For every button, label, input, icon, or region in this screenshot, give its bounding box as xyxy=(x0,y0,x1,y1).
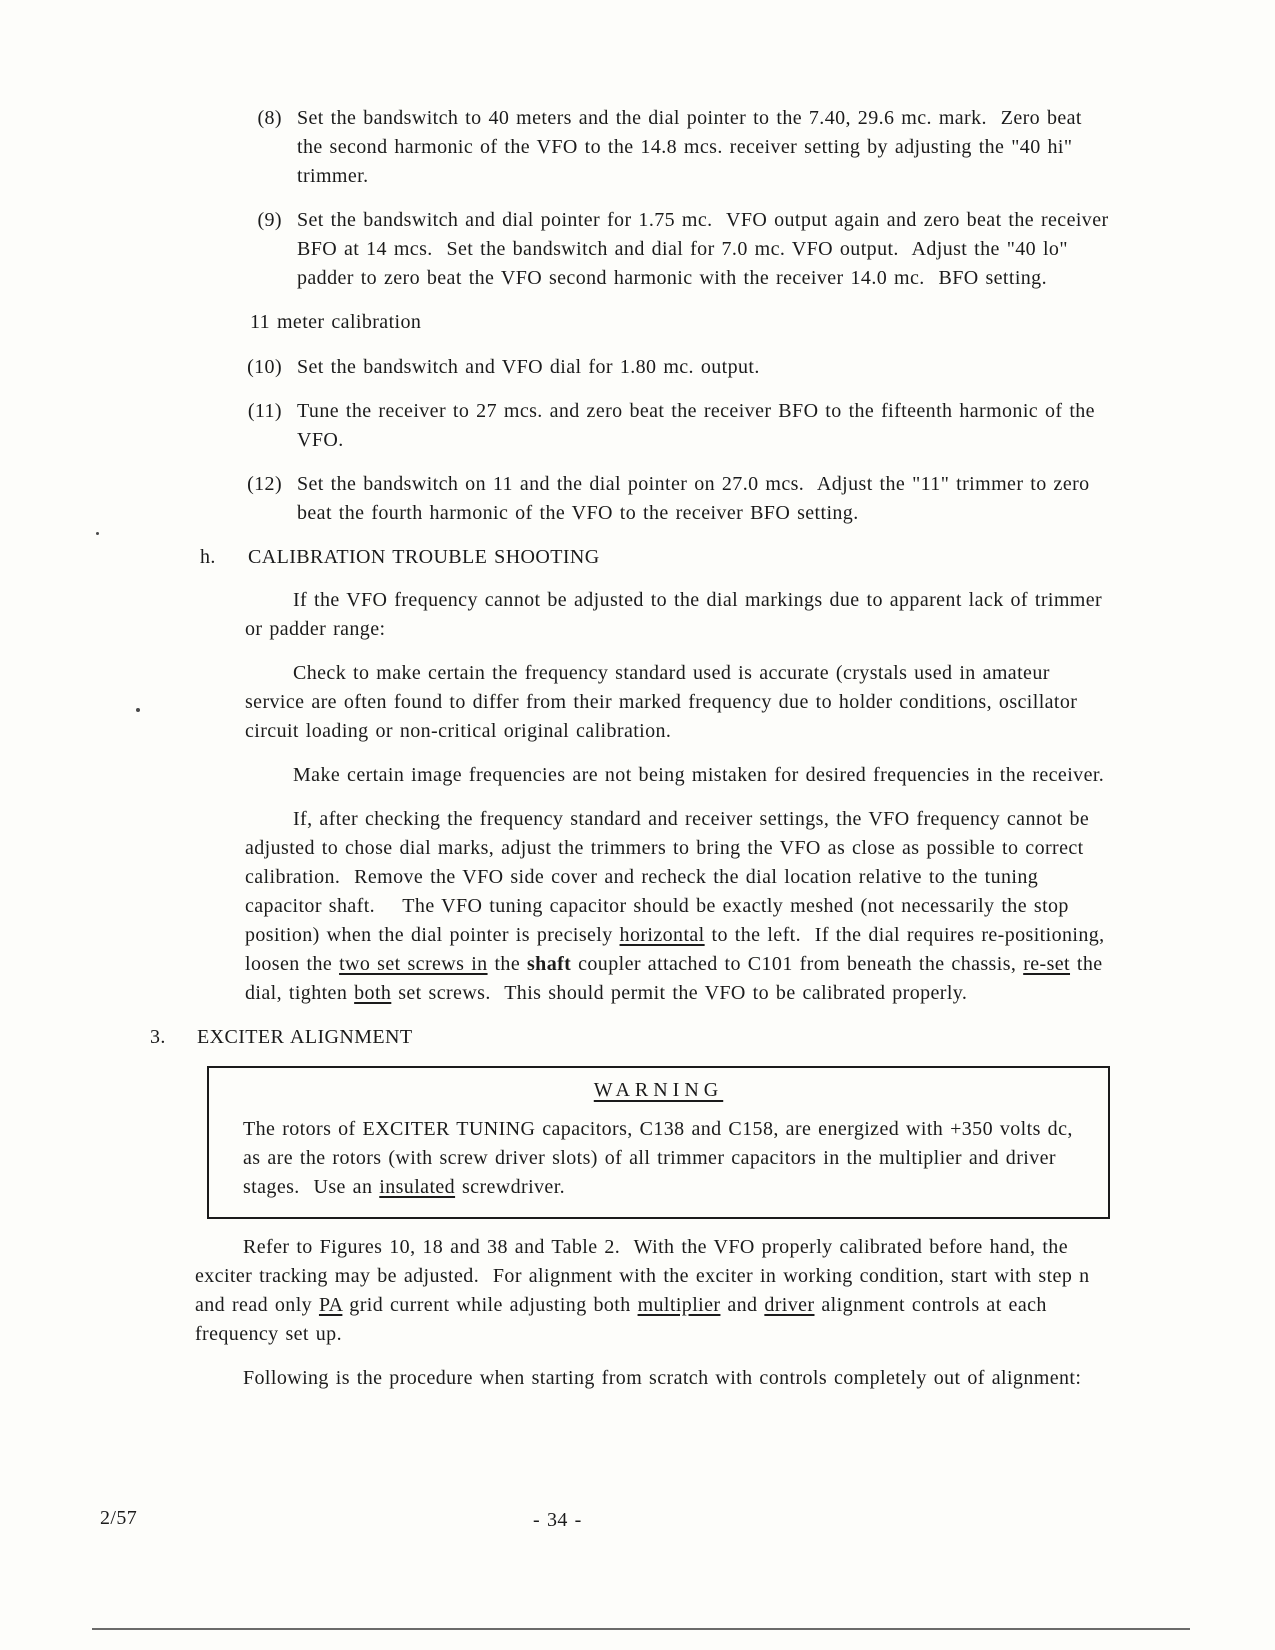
list-item-12 xyxy=(232,470,1275,528)
footer-issue-date: 2/57 xyxy=(100,1507,138,1529)
section-title: CALIBRATION TROUBLE SHOOTING xyxy=(248,546,600,568)
section-label: h. xyxy=(200,546,216,568)
section-label: 3. xyxy=(150,1026,166,1048)
step-text: Tune the receiver to 27 mcs. and zero beat the receiver BFO to the fifteenth harmonic of the VFO. xyxy=(297,400,1102,451)
paragraph-trouble-2: Check to make certain the frequency standard used is accurate (crystals used in amateur service are often found to differ from their marked frequency due to holder conditions, oscillator circuit loading or non-critical original calibration. xyxy=(245,662,1085,742)
warning-title-text: WARNING xyxy=(593,1079,724,1101)
section-title: EXCITER ALIGNMENT xyxy=(197,1026,413,1048)
paragraph-exciter-1: Refer to Figures 10, 18 and 38 and Table 2. With the VFO properly calibrated before hand, the exciter tracking may be adjusted. For alignment with the exciter in working condition, start with step n and read only PA grid current while adjusting both multiplier and driver alignment controls at each frequency set up. xyxy=(195,1236,1097,1345)
page-bottom-edge-line xyxy=(92,1628,1190,1630)
subheading-11-meter-calibration: 11 meter calibration xyxy=(250,311,422,333)
warning-body: The rotors of EXCITER TUNING capacitors, C138 and C158, are energized with +350 volts dc, as are the rotors (with screw driver slots) of all trimmer capacitors in the multiplier and driver stages. Use an insulated screwdriver. xyxy=(243,1118,1080,1198)
warning-title xyxy=(243,1076,1074,1105)
paragraph-trouble-3: Make certain image frequencies are not being mistaken for desired frequencies in the receiver. xyxy=(293,764,1105,786)
list-item-11 xyxy=(232,397,1275,455)
step-number: (11) xyxy=(247,400,282,422)
step-number: (12) xyxy=(247,473,282,495)
paragraph-trouble-1: If the VFO frequency cannot be adjusted to the dial markings due to apparent lack of trimmer or padder range: xyxy=(245,589,1109,640)
scan-speck xyxy=(96,532,99,535)
step-text: Set the bandswitch to 40 meters and the dial pointer to the 7.40, 29.6 mc. mark. Zero beat the second harmonic of the VFO to the 14.8 mcs. receiver setting by adjusting the "40 hi" trimmer. xyxy=(297,107,1089,187)
section-heading-h xyxy=(200,543,1275,572)
step-number: (8) xyxy=(257,107,282,129)
step-text: Set the bandswitch on 11 and the dial pointer on 27.0 mcs. Adjust the "11" trimmer to zero beat the fourth harmonic of the VFO to the receiver BFO setting. xyxy=(297,473,1097,524)
section-heading-3 xyxy=(150,1023,1275,1052)
warning-box xyxy=(207,1066,1110,1219)
scan-speck xyxy=(136,708,140,712)
step-number: (10) xyxy=(247,356,282,378)
step-text: Set the bandswitch and VFO dial for 1.80 mc. output. xyxy=(297,356,760,378)
step-text: Set the bandswitch and dial pointer for 1.75 mc. VFO output again and zero beat the receiver BFO at 14 mcs. Set the bandswitch and dial for 7.0 mc. VFO output. Adjust the "40 lo" padder to zero beat the VFO second harmonic with the receiver 14.0 mc. BFO setting. xyxy=(297,209,1116,289)
paragraph-trouble-4: If, after checking the frequency standard and receiver settings, the VFO frequency cannot be adjusted to chose dial marks, adjust the trimmers to bring the VFO as close as possible to correct calibration. Remove the VFO side cover and recheck the dial location relative to the tuning capacitor shaft. The VFO tuning capacitor should be exactly meshed (not necessarily the stop position) when the dial pointer is precisely horizontal to the left. If the dial requires re-positioning, loosen the two set screws in the shaft coupler attached to C101 from beneath the chassis, re-set the dial, tighten both set screws. This should permit the VFO to be calibrated properly. xyxy=(245,808,1112,1004)
step-number: (9) xyxy=(257,209,282,231)
paragraph-exciter-2: Following is the procedure when starting from scratch with controls completely out of alignment: xyxy=(243,1367,1082,1389)
list-item-9 xyxy=(232,206,1275,293)
list-item-10 xyxy=(232,353,1275,382)
footer-page-number: - 34 - xyxy=(533,1509,582,1531)
list-item-8 xyxy=(232,104,1275,191)
